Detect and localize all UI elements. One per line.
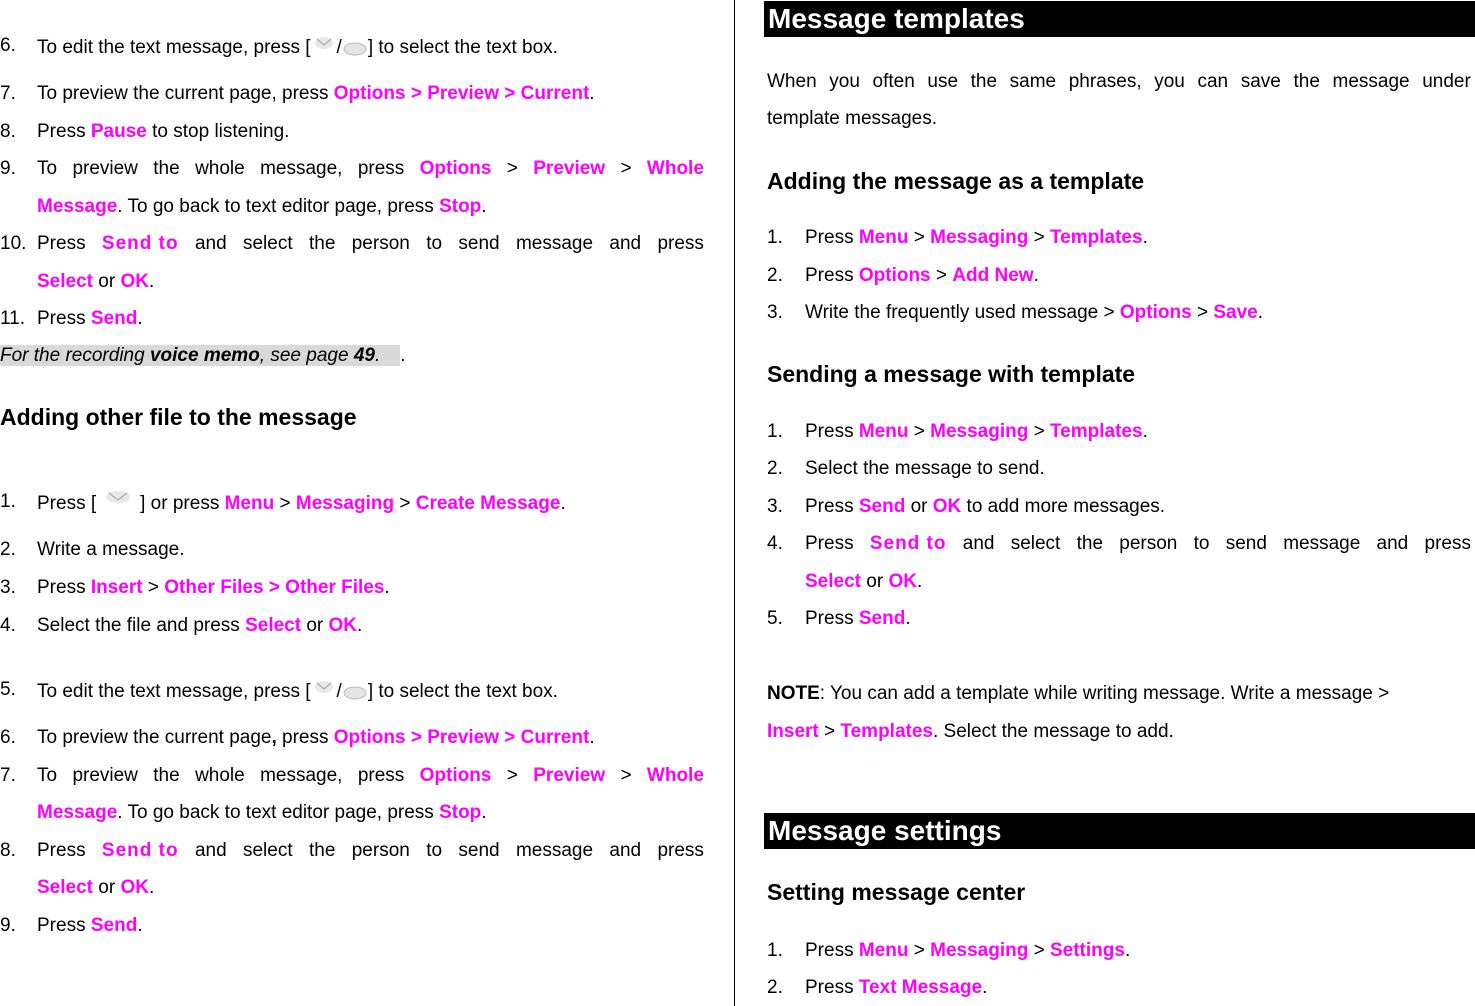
column-divider xyxy=(734,0,735,1006)
templates-intro xyxy=(767,71,1471,94)
softkey-left-icon xyxy=(311,679,337,701)
intro-word: under xyxy=(1422,71,1471,92)
step-edit-text: To edit the text message, press [ / ] to select the text box. xyxy=(37,37,558,58)
step-number: 2. xyxy=(767,458,783,479)
note-cont: Insert > Templates. Select the message to add. xyxy=(767,721,1174,742)
step-number: 6. xyxy=(0,727,16,748)
step-select-message: Select the message to send. xyxy=(805,458,1045,479)
step-send-to: Press Send to and select the person to send message and press xyxy=(37,233,704,254)
intro-word: use xyxy=(927,71,959,92)
softkey-left-icon xyxy=(311,35,337,57)
step-preview-whole: To preview the whole message, press Options > Preview > Whole xyxy=(37,765,704,786)
step-number: 11. xyxy=(0,308,26,329)
step-number: 1. xyxy=(767,227,783,248)
intro-word: often xyxy=(872,71,915,92)
intro-word: the xyxy=(970,71,998,92)
intro-word: you xyxy=(1154,71,1185,92)
step-preview-current: To preview the current page, press Options > Preview > Current. xyxy=(37,83,595,104)
intro-word: same xyxy=(1009,71,1057,92)
intro-word: can xyxy=(1197,71,1229,92)
subheading-send-template: Sending a message with template xyxy=(767,361,1136,387)
subheading-add-template: Adding the message as a template xyxy=(767,168,1145,194)
softkey-icon xyxy=(96,491,140,513)
step-add-new: Press Options > Add New. xyxy=(805,265,1039,286)
step-preview-whole-cont: Message. To go back to text editor page, press Stop. xyxy=(37,802,487,823)
step-text-message: Press Text Message. xyxy=(805,977,988,998)
step-save-template: Write the frequently used message > Options > Save. xyxy=(805,302,1263,323)
softkey-right-icon xyxy=(342,679,368,701)
step-write-message: Write a message. xyxy=(37,539,185,560)
note: NOTE: You can add a template while writing message. Write a message > xyxy=(767,683,1390,704)
intro-word: save xyxy=(1240,71,1281,92)
step-number: 9. xyxy=(0,915,16,936)
step-number: 8. xyxy=(0,121,16,142)
step-number: 8. xyxy=(0,840,16,861)
step-add-more: Press Send or OK to add more messages. xyxy=(805,496,1166,517)
step-number: 1. xyxy=(767,421,783,442)
intro-word: you xyxy=(829,71,860,92)
intro-word: the xyxy=(1293,71,1320,92)
step-pause: Press Pause to stop listening. xyxy=(37,121,290,142)
section-bar-message-templates: Message templates xyxy=(764,1,1475,37)
step-select-file: Select the file and press Select or OK. xyxy=(37,615,363,636)
step-edit-text: To edit the text message, press [ / ] to select the text box. xyxy=(37,681,558,702)
step-number: 7. xyxy=(0,765,16,786)
section-bar-message-settings: Message settings xyxy=(764,813,1475,849)
step-send-to: Press Send to and select the person to send message and press xyxy=(37,840,704,861)
step-preview-current: To preview the current page, press Options > Preview > Current. xyxy=(37,727,595,748)
step-menu-settings: Press Menu > Messaging > Settings. xyxy=(805,940,1131,961)
step-number: 1. xyxy=(0,491,16,512)
step-menu-templates: Press Menu > Messaging > Templates. xyxy=(805,227,1148,248)
step-number: 6. xyxy=(0,35,16,56)
step-preview-whole: To preview the whole message, press Options > Preview > Whole xyxy=(37,158,704,179)
step-number: 5. xyxy=(767,608,783,629)
step-send: Press Send. xyxy=(37,915,143,936)
step-create-message: Press [ ] or press Menu > Messaging > Create Message. xyxy=(37,493,566,514)
step-number: 7. xyxy=(0,83,16,104)
step-send: Press Send. xyxy=(805,608,911,629)
step-number: 4. xyxy=(0,615,16,636)
subheading-message-center: Setting message center xyxy=(767,879,1026,905)
step-number: 5. xyxy=(0,679,16,700)
step-number: 3. xyxy=(767,496,783,517)
step-number: 3. xyxy=(0,577,16,598)
softkey-right-icon xyxy=(342,35,368,57)
menu-path-preview-current: Options > Preview > Current xyxy=(333,83,590,104)
templates-intro-cont: template messages. xyxy=(767,108,938,129)
page-reference: For the recording voice memo, see page 49. . xyxy=(0,345,406,366)
step-send-to-cont: Select or OK. xyxy=(37,271,155,292)
step-preview-whole-cont: Message. To go back to text editor page, press Stop. xyxy=(37,196,487,217)
step-number: 10. xyxy=(0,233,27,254)
step-number: 2. xyxy=(0,539,16,560)
key-pause: Pause xyxy=(90,121,147,142)
step-number: 2. xyxy=(767,265,783,286)
intro-word: phrases, xyxy=(1068,71,1142,92)
step-menu-templates: Press Menu > Messaging > Templates. xyxy=(805,421,1148,442)
step-insert-file: Press Insert > Other Files > Other Files. xyxy=(37,577,390,598)
step-send-to-cont: Select or OK. xyxy=(805,571,923,592)
section-heading: Adding other file to the message xyxy=(0,404,357,430)
step-send: Press Send. xyxy=(37,308,143,329)
step-send-to: Press Send to and select the person to send message and press xyxy=(805,533,1471,554)
intro-word: When xyxy=(767,71,817,92)
step-number: 3. xyxy=(767,302,783,323)
step-number: 9. xyxy=(0,158,16,179)
intro-word: message xyxy=(1332,71,1410,92)
step-number: 2. xyxy=(767,977,783,998)
step-send-to-cont: Select or OK. xyxy=(37,877,155,898)
step-number: 1. xyxy=(767,940,783,961)
step-number: 4. xyxy=(767,533,783,554)
